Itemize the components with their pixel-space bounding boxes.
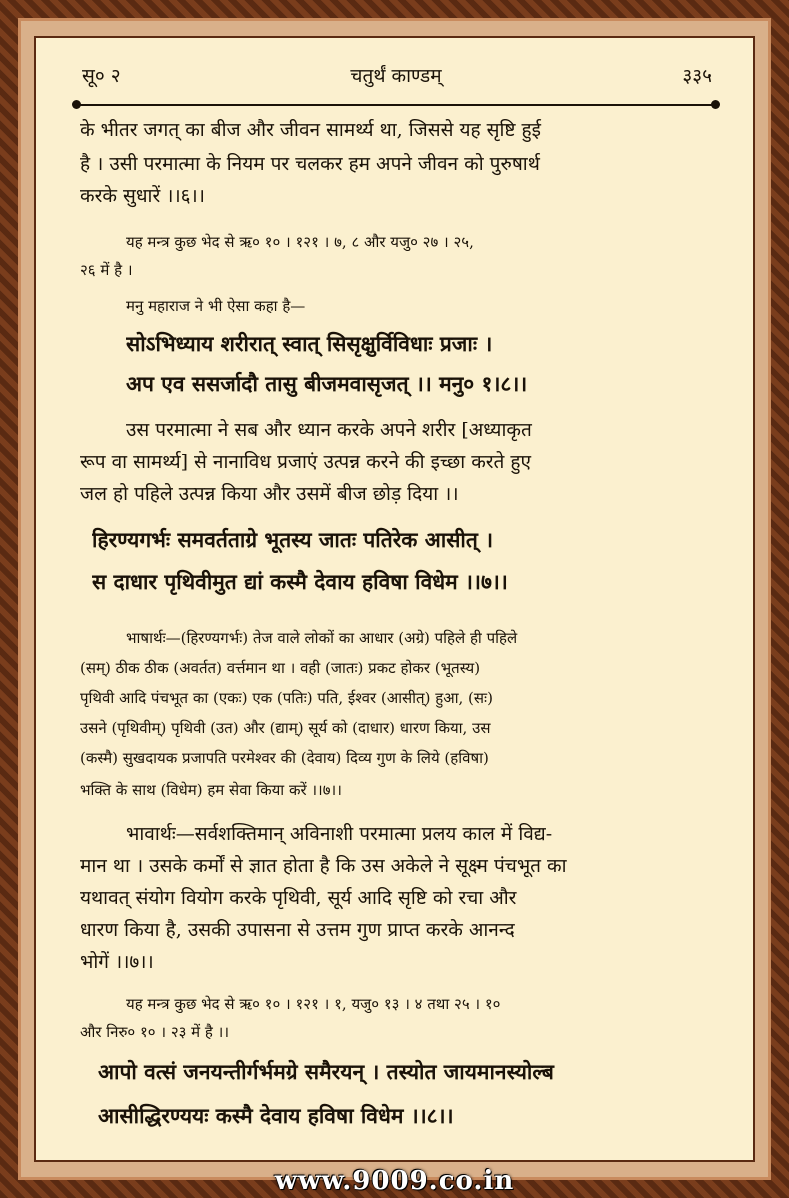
reference-line: और निरु० १० । २३ में है ।। (80, 1023, 230, 1041)
translation-line: उसने (पृथिवीम्) पृथिवी (उत) और (द्याम्) सूर्य को (दाधार) धारण किया, उस (80, 719, 491, 737)
text-line: उस परमात्मा ने सब और ध्यान करके अपने शरीर [अध्याकृत (126, 419, 532, 441)
verse-line: स दाधार पृथिवीमुत द्यां कस्मै देवाय हविषा विधेम ।।७।। (92, 569, 508, 594)
translation-line: भक्ति के साथ (विधेम) हम सेवा किया करें ।।७।। (80, 781, 342, 799)
translation-line: (सम्) ठीक ठीक (अवर्तत) वर्त्तमान था । वही (जातः) प्रकट होकर (भूतस्य) (80, 659, 481, 677)
meaning-line: भावार्थः—सर्वशक्तिमान् अविनाशी परमात्मा प्रलय काल में विद्य- (126, 823, 553, 845)
chapter-title: चतुर्थं काण्डम् (350, 65, 442, 87)
text-line: के भीतर जगत् का बीज और जीवन सामर्थ्य था, जिससे यह सृष्टि हुई (80, 119, 541, 141)
meaning-line: मान था । उसके कर्मों से ज्ञात होता है कि उस अकेले ने सूक्ष्म पंचभूत का (80, 855, 567, 877)
reference-line: २६ में है । (80, 261, 133, 279)
text-line: है । उसी परमात्मा के नियम पर चलकर हम अपने जीवन को पुरुषार्थ (80, 153, 540, 175)
verse-line: आपो वत्सं जनयन्तीर्गर्भमग्रे समैरयन् । तस्योत जायमानस्योल्ब (98, 1059, 554, 1084)
translation-line: पृथिवी आदि पंचभूत का (एकः) एक (पतिः) पति, ईश्वर (आसीत्) हुआ, (सः) (80, 689, 493, 707)
verse-line: अप एव ससर्जादौ तासु बीजमवासृजत् ।। मनु० १।८।। (126, 371, 528, 396)
text-line: करके सुधारें ।।६।। (80, 185, 205, 207)
verse-line: सोऽभिध्याय शरीरात् स्वात् सिसृक्षुर्विविधाः प्रजाः । (126, 331, 493, 356)
meaning-line: धारण किया है, उसकी उपासना से उत्तम गुण प्राप्त करके आनन्द (80, 919, 515, 941)
translation-line: (कस्मै) सुखदायक प्रजापति परमेश्वर की (देवाय) दिव्य गुण के लिये (हविषा) (80, 749, 489, 767)
site-watermark: www.9009.co.in (274, 1166, 515, 1196)
intro-line: मनु महाराज ने भी ऐसा कहा है— (126, 297, 306, 315)
text-line: जल हो पहिले उत्पन्न किया और उसमें बीज छोड़ दिया ।। (80, 483, 459, 505)
page-number: ३३५ (682, 65, 712, 87)
translation-line: भाषार्थः—(हिरण्यगर्भः) तेज वाले लोकों का आधार (अग्रे) पहिले ही पहिले (126, 629, 518, 647)
sukta-number: सू० २ (82, 65, 121, 87)
reference-line: यह मन्त्र कुछ भेद से ऋ० १० । १२१ । १, यजु० १३ । ४ तथा २५ । १० (126, 995, 501, 1013)
book-page (34, 36, 755, 1162)
page-body (36, 38, 757, 1164)
reference-line: यह मन्त्र कुछ भेद से ऋ० १० । १२१ । ७, ८ और यजु० २७ । २५, (126, 233, 474, 251)
verse-line: हिरण्यगर्भः समवर्तताग्रे भूतस्य जातः पतिरेक आसीत् । (92, 527, 494, 552)
meaning-line: यथावत् संयोग वियोग करके पृथिवी, सूर्य आदि सृष्टि को रचा और (80, 887, 517, 909)
verse-line: आसीद्धिरण्ययः कस्मै देवाय हविषा विधेम ।।८।। (98, 1103, 454, 1128)
text-line: रूप वा सामर्थ्य] से नानाविध प्रजाएं उत्पन्न करने की इच्छा करते हुए (80, 451, 532, 473)
meaning-line: भोगें ।।७।। (80, 951, 154, 973)
